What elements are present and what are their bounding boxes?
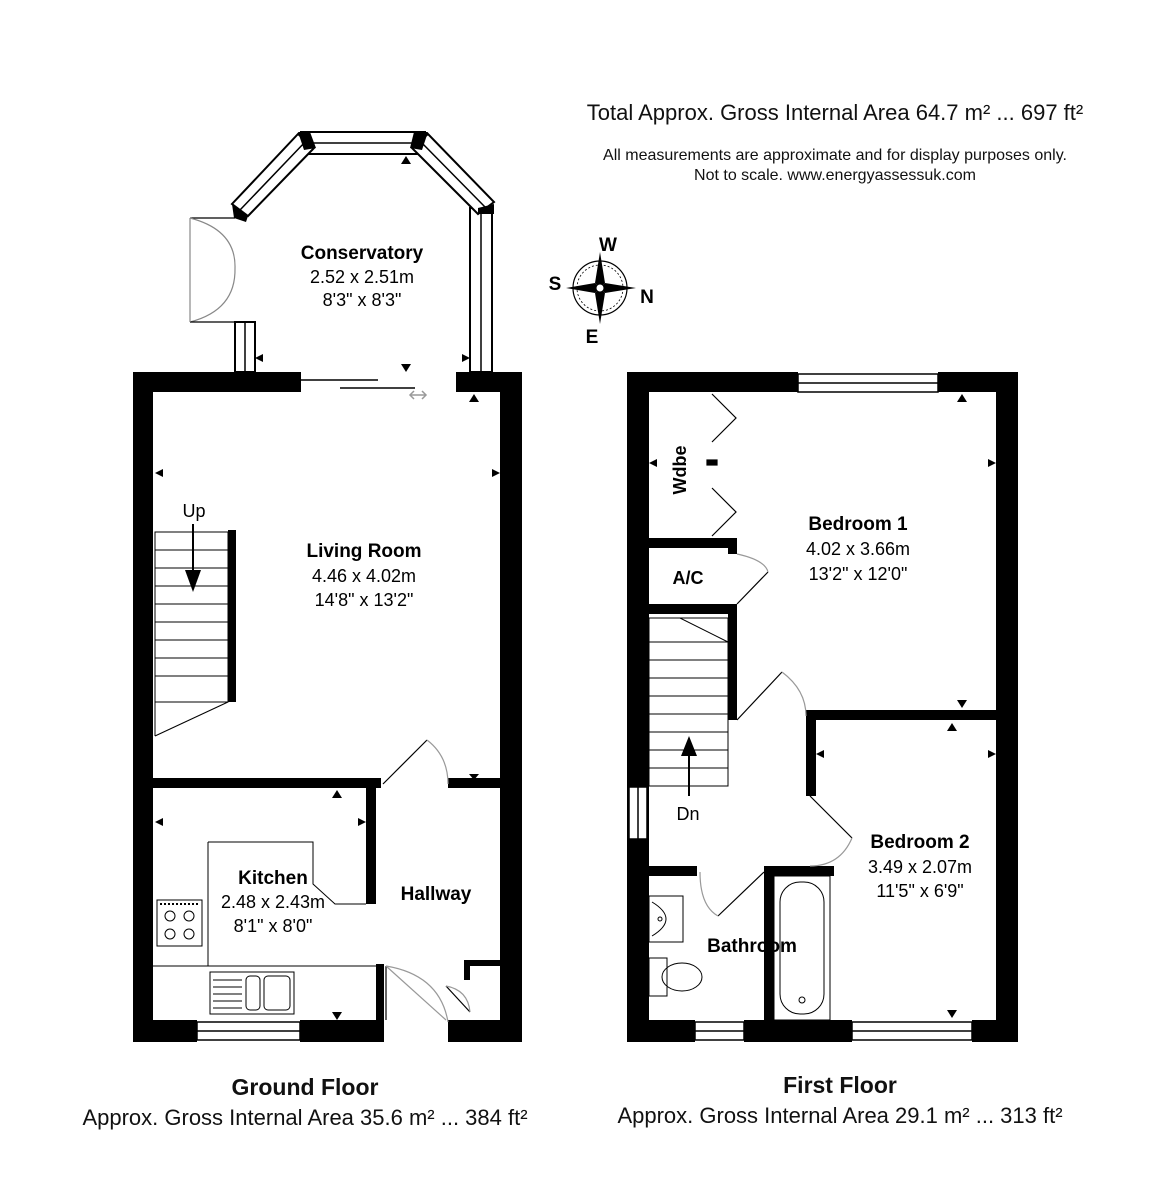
front-door (386, 966, 470, 1022)
first-floor-title: First Floor (783, 1072, 897, 1098)
bathroom-name: Bathroom (707, 936, 797, 957)
first-floor-caption (570, 1072, 1110, 1129)
basin-icon (649, 896, 683, 942)
compass-w: W (599, 235, 617, 256)
hallway-name: Hallway (400, 884, 472, 905)
wardrobe-doors (707, 394, 736, 536)
ground-floor-plan (133, 132, 522, 1042)
down-arrow-icon (681, 736, 697, 796)
disclaimer-line-1: All measurements are approximate and for display purposes only. (603, 147, 1067, 164)
total-area-text: Total Approx. Gross Internal Area 64.7 m² ... 697 ft² (586, 100, 1084, 125)
disclaimer-line-2: Not to scale. www.energyassessuk.com (694, 167, 976, 184)
sink-icon (210, 972, 294, 1014)
kitchen-metric: 2.48 x 2.43m (220, 892, 326, 912)
airing-cupboard-label: A/C (672, 568, 704, 588)
bedroom1-door (737, 672, 806, 720)
bedroom2-imperial: 11'5" x 6'9" (876, 881, 964, 901)
hallway-door (383, 740, 448, 784)
living-room-name: Living Room (306, 541, 422, 562)
compass-n: N (640, 287, 654, 308)
hob-icon (157, 900, 202, 946)
up-arrow-icon (185, 524, 201, 592)
bedroom2-name: Bedroom 2 (870, 832, 970, 853)
wardrobe-label: Wdbe (670, 445, 690, 495)
first-dimension-markers (649, 394, 996, 1018)
bedroom1-name: Bedroom 1 (808, 514, 908, 535)
living-room-imperial: 14'8" x 13'2" (314, 590, 414, 610)
ground-floor-caption (30, 1074, 580, 1131)
bedroom2-metric: 3.49 x 2.07m (867, 857, 973, 877)
conservatory-imperial: 8'3" x 8'3" (322, 290, 402, 310)
bathroom-door (700, 872, 764, 916)
conservatory-french-doors (190, 218, 235, 322)
stairs-down-label: Dn (676, 804, 700, 824)
toilet-icon (649, 958, 702, 996)
compass-s: S (548, 274, 562, 295)
kitchen-imperial: 8'1" x 8'0" (233, 916, 313, 936)
stairs-up (155, 532, 228, 736)
compass-icon (549, 235, 654, 348)
kitchen-name: Kitchen (238, 868, 308, 889)
stairs-up-label: Up (182, 501, 206, 521)
compass-e: E (585, 327, 599, 348)
first-floor-plan (627, 372, 1018, 1042)
bedroom2-door (810, 796, 852, 866)
living-room-metric: 4.46 x 4.02m (311, 566, 417, 586)
sliding-door (301, 380, 426, 399)
conservatory-metric: 2.52 x 2.51m (309, 267, 415, 287)
first-floor-area: Approx. Gross Internal Area 29.1 m² ... 313 ft² (617, 1103, 1063, 1128)
ground-floor-area: Approx. Gross Internal Area 35.6 m² ... 384 ft² (82, 1105, 528, 1130)
ground-windows (197, 1022, 300, 1040)
conservatory-name: Conservatory (300, 243, 424, 264)
bedroom1-imperial: 13'2" x 12'0" (808, 564, 908, 584)
ground-floor-title: Ground Floor (231, 1074, 379, 1100)
bedroom1-metric: 4.02 x 3.66m (805, 539, 911, 559)
ac-door (737, 554, 768, 604)
